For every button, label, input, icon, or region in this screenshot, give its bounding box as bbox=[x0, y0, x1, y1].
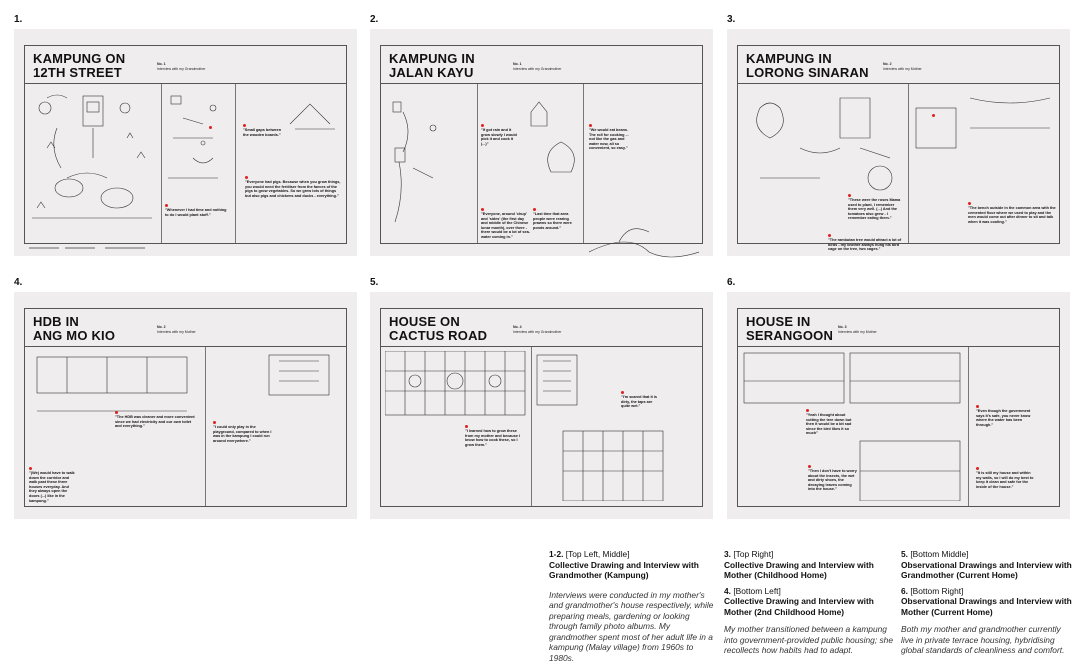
panel-subtitle: No. 1 Interview with my Grandmother bbox=[513, 62, 562, 71]
panel-title: KAMPUNG ON 12TH STREET bbox=[33, 51, 126, 80]
panel-number: 4. bbox=[14, 277, 23, 288]
quote: "I'm scared that it is dirty, the taps are quite wet." bbox=[621, 391, 661, 409]
quote: "If got rain and it grow slowly I would pick it and cook it (...)" bbox=[481, 124, 521, 146]
interior-sketch bbox=[738, 347, 969, 506]
panel-number: 6. bbox=[727, 277, 736, 288]
caption-3-4: 3. [Top Right] Collective Drawing and Interview with Mother (Childhood Home) 4. [Bottom Left] Collective Drawing and Interview with Mother (2nd Childhood Home) My mother transitioned between a kampung into government-provided public housing; she recollects how habits had to adapt. bbox=[724, 549, 894, 655]
caption-1-2: 1-2. [Top Left, Middle] Collective Drawing and Interview with Grandmother (Kampung) Interviews were conducted in my mother's and grandmother's house respectively, while preparing meals, gardening or looking through family photo albums. My grandmother spent most of her adult life in a kampung (Malay village) from 1960s to 1980s. bbox=[549, 549, 714, 663]
panel-subtitle: No. 1 Interview with my Grandmother bbox=[157, 62, 206, 71]
map-sketch bbox=[381, 84, 478, 243]
map-sketch bbox=[738, 84, 909, 252]
panel-title: KAMPUNG IN JALAN KAYU bbox=[389, 51, 475, 80]
panel-title: KAMPUNG IN LORONG SINARAN bbox=[746, 51, 869, 80]
quote: "The rambutan tree would attract a lot of birds - my brother always hung his bird cage on the tree, two cages." bbox=[828, 234, 904, 252]
panel-hdb-ang-mo-kio bbox=[14, 292, 357, 519]
quote: "I learned how to grow these from my mother and because I know how to cook these, so I grow them." bbox=[465, 425, 525, 447]
panel-title: HOUSE IN SERANGOON bbox=[746, 314, 834, 343]
quote: "It is still my house and within my walls, so I will do my best to keep it clean and safe for the inside of the house." bbox=[976, 467, 1036, 489]
quote: "Even though the government says it's safe, you never know where the water has been through." bbox=[976, 405, 1036, 427]
quote: "Whenever I had time and nothing to do I would plant stuff." bbox=[165, 204, 231, 217]
panel-title: HDB IN ANG MO KIO bbox=[33, 314, 116, 343]
panel-subtitle: No. 4 Interview with my Grandmother bbox=[513, 325, 562, 334]
text-column bbox=[205, 347, 346, 506]
text-column bbox=[908, 84, 1059, 243]
panel-number: 2. bbox=[370, 14, 379, 25]
panel-number: 1. bbox=[14, 14, 23, 25]
text-column bbox=[235, 84, 346, 243]
garden-plan-sketch bbox=[381, 347, 532, 506]
quote: "Small gaps between the wooden boards." bbox=[243, 124, 283, 137]
map-sketch bbox=[25, 84, 162, 243]
panel-kampung-12th-street bbox=[14, 29, 357, 256]
garden-sketch bbox=[161, 84, 236, 243]
text-column bbox=[583, 84, 702, 243]
text-column bbox=[968, 347, 1059, 506]
panel-kampung-jalan-kayu bbox=[370, 29, 713, 256]
quote: "The bench outside in the common area with the cemented floor where we used to play and the men would come out after dinner to sit and talk when it was cooling." bbox=[968, 202, 1056, 224]
panel-subtitle: No. 2 Interview with my Mother bbox=[883, 62, 922, 71]
panel-house-serangoon bbox=[727, 292, 1070, 519]
panel-subtitle: No. 2 Interview with my Mother bbox=[157, 325, 196, 334]
panel-kampung-lorong-sinaran bbox=[727, 29, 1070, 256]
caption-5-6: 5. [Bottom Middle] Observational Drawings and Interview with Grandmother (Current Home) 6. [Bottom Right] Observational Drawings and Interview with Mother (Current Home) Both my mother and grandmother currently live in private terrace housing, hybridising global standards of cleanliness and comfort. bbox=[901, 549, 1072, 655]
quote: "Yeah I thought about cutting the tree down but then it would be a bit sad since the bird likes it so much" bbox=[806, 409, 856, 436]
quote: "These were the roses Mama used to plant, I remember them very well. (...) And the tomatoes also grew - I remember eating them." bbox=[848, 194, 904, 221]
panel-title: HOUSE ON CACTUS ROAD bbox=[389, 314, 488, 343]
quote: "Everyone had pigs. Because when you grow things, you would need the fertiliser from the faeces of the pigs to grow vegetables. So we grew lots of things but also pigs and chickens and ducks - everything." bbox=[245, 176, 341, 198]
quote: "I could only play in the playground, compared to when I was in the kampung I could run around everywhere." bbox=[213, 421, 273, 443]
panel-house-cactus-road bbox=[370, 292, 713, 519]
quote: "The HDB was cleaner and more convenient since we had electricity and our own toilet and everything." bbox=[115, 411, 195, 429]
panel-number: 3. bbox=[727, 14, 736, 25]
panel-subtitle: No. 3 Interview with my Mother bbox=[838, 325, 877, 334]
quote: "Last time that area people were rearing prawns so there were ponds around." bbox=[533, 208, 581, 230]
kitchen-sketch bbox=[531, 347, 702, 506]
quote: "(We) would have to walk down the corridor and walk past these three houses everyday. And they always open the doors (...) like in the kampung." bbox=[29, 467, 75, 503]
quote: "Everyone, around 'chup' and 'sides' (the first day and middle of the Chinese lunar month), over there - there would be a lot of sea-water coming in." bbox=[481, 208, 531, 240]
quote: "Then I don't have to worry about the insects, the wet and dirty shoes, the decaying leaves coming into the house." bbox=[808, 465, 858, 492]
scene-sketch bbox=[477, 84, 584, 243]
panel-number: 5. bbox=[370, 277, 379, 288]
quote: "We would eat beans. The roll for cooking ... not like the gas and water now, all so convenient, so easy." bbox=[589, 124, 629, 151]
floorplan-sketch bbox=[25, 347, 206, 506]
